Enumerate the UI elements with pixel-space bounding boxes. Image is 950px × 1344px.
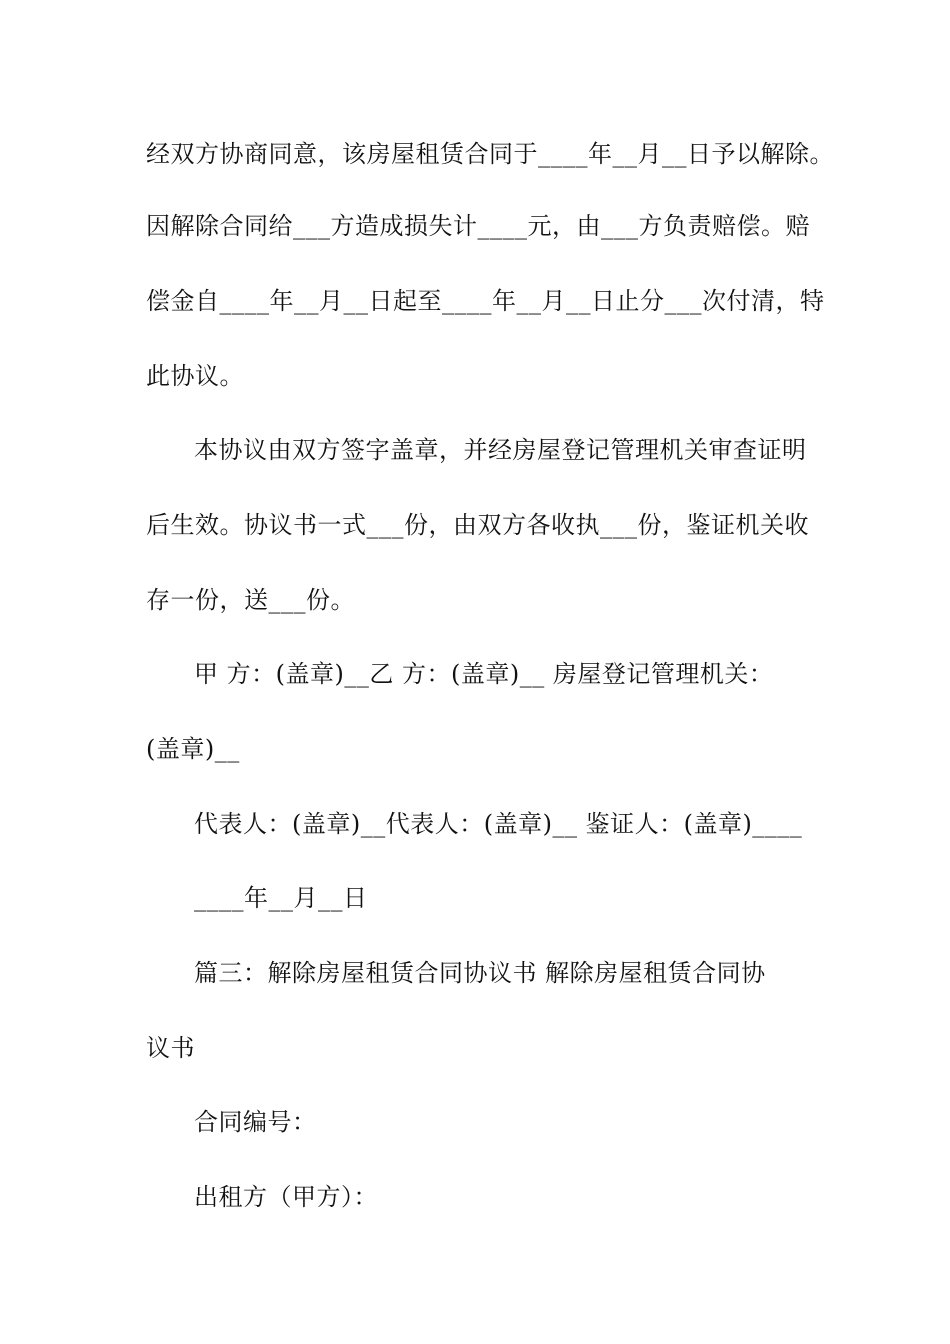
text-line: 存一份，送___份。 xyxy=(146,586,355,614)
lessor-label: 出租方（甲方）： xyxy=(194,1183,378,1211)
contract-number-label: 合同编号： xyxy=(194,1108,317,1136)
text-line: 偿金自____年__月__日起至____年__月__日止分___次付清，特 xyxy=(146,287,825,315)
text-line: 后生效。协议书一式___份，由双方各收执___份，鉴证机关收 xyxy=(146,511,809,539)
signature-line-representatives: 代表人：(盖章)__代表人：(盖章)__ 鉴证人：(盖章)____ xyxy=(194,810,803,838)
section-heading: 篇三：解除房屋租赁合同协议书 解除房屋租赁合同协 xyxy=(194,959,766,987)
text-line: 议书 xyxy=(146,1034,195,1062)
text-line: 本协议由双方签字盖章，并经房屋登记管理机关审查证明 xyxy=(194,436,807,464)
text-line: 经双方协商同意，该房屋租赁合同于____年__月__日予以解除。 xyxy=(146,140,834,168)
text-line: 因解除合同给___方造成损失计____元，由___方负责赔偿。赔 xyxy=(146,212,810,240)
text-line: 此协议。 xyxy=(146,362,244,390)
signature-line-parties: 甲 方：(盖章)__乙 方：(盖章)__ 房屋登记管理机关： xyxy=(194,660,774,688)
date-line: ____年__月__日 xyxy=(194,884,368,912)
text-line: (盖章)__ xyxy=(146,735,240,763)
